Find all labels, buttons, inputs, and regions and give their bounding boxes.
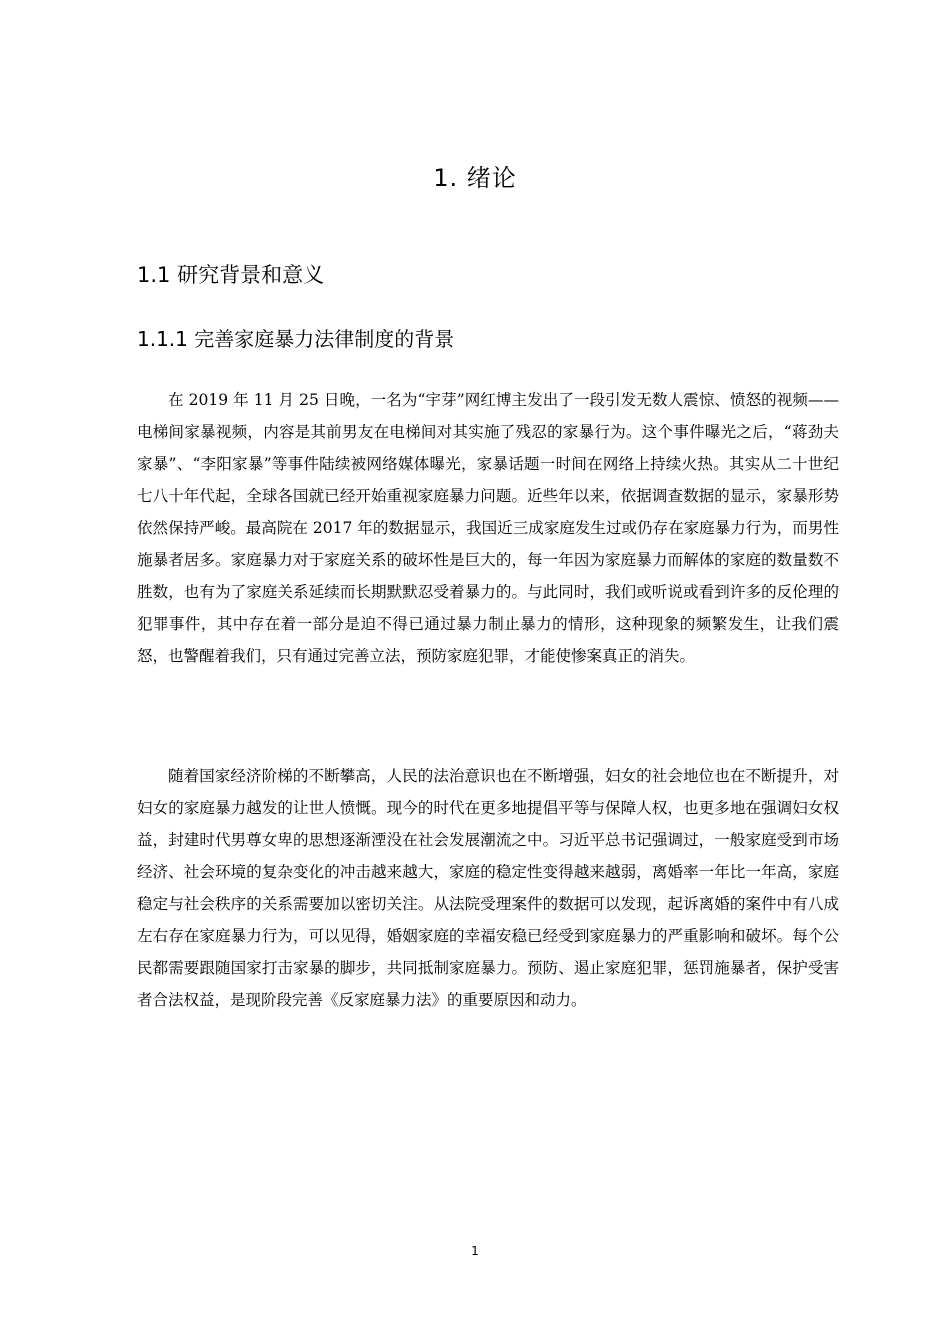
section-title: 1.1 研究背景和意义 [137,263,325,287]
chapter-title: 1. 绪论 [433,164,517,192]
subsection-title: 1.1.1 完善家庭暴力法律制度的背景 [137,327,455,351]
page-number: 1 [471,1244,479,1258]
body-paragraph-1: 在 2019 年 11 月 25 日晚，一名为“宇芽”网红博主发出了一段引发无数人震惊、愤怒的视频——电梯间家暴视频，内容是其前男友在电梯间对其实施了残忍的家暴行为。这个事件曝光之后，“蒋劲夫家暴”、“李阳家暴”等事件陆续被网络媒体曝光，家暴话题一时间在网络上持续火热。其实从二十世纪七八十年代起，全球各国就已经开始重视家庭暴力问题。近些年以来，依据调查数据的显示，家暴形势依然保持严峻。最高院在 2017 年的数据显示，我国近三成家庭发生过或仍存在家庭暴力行为，而男性施暴者居多。家庭暴力对于家庭关系的破坏性是巨大的，每一年因为家庭暴力而解体的家庭的数量数不胜数，也有为了家庭关系延续而长期默默忍受着暴力的。与此同时，我们或听说或看到许多的反伦理的犯罪事件，其中存在着一部分是迫不得已通过暴力制止暴力的情形，这种现象的频繁发生，让我们震怒，也警醒着我们，只有通过完善立法，预防家庭犯罪，才能使惨案真正的消失。 [137,391,839,665]
body-paragraph-2: 随着国家经济阶梯的不断攀高，人民的法治意识也在不断增强，妇女的社会地位也在不断提升，对妇女的家庭暴力越发的让世人愤慨。现今的时代在更多地提倡平等与保障人权，也更多地在强调妇女权益，封建时代男尊女卑的思想逐渐湮没在社会发展潮流之中。习近平总书记强调过，一般家庭受到市场经济、社会环境的复杂变化的冲击越来越大，家庭的稳定性变得越来越弱，离婚率一年比一年高，家庭稳定与社会秩序的关系需要加以密切关注。从法院受理案件的数据可以发现，起诉离婚的案件中有八成左右存在家庭暴力行为，可以见得，婚姻家庭的幸福安稳已经受到家庭暴力的严重影响和破坏。每个公民都需要跟随国家打击家暴的脚步，共同抵制家庭暴力。预防、遏止家庭犯罪，惩罚施暴者，保护受害者合法权益，是现阶段完善《反家庭暴力法》的重要原因和动力。 [137,767,839,1009]
